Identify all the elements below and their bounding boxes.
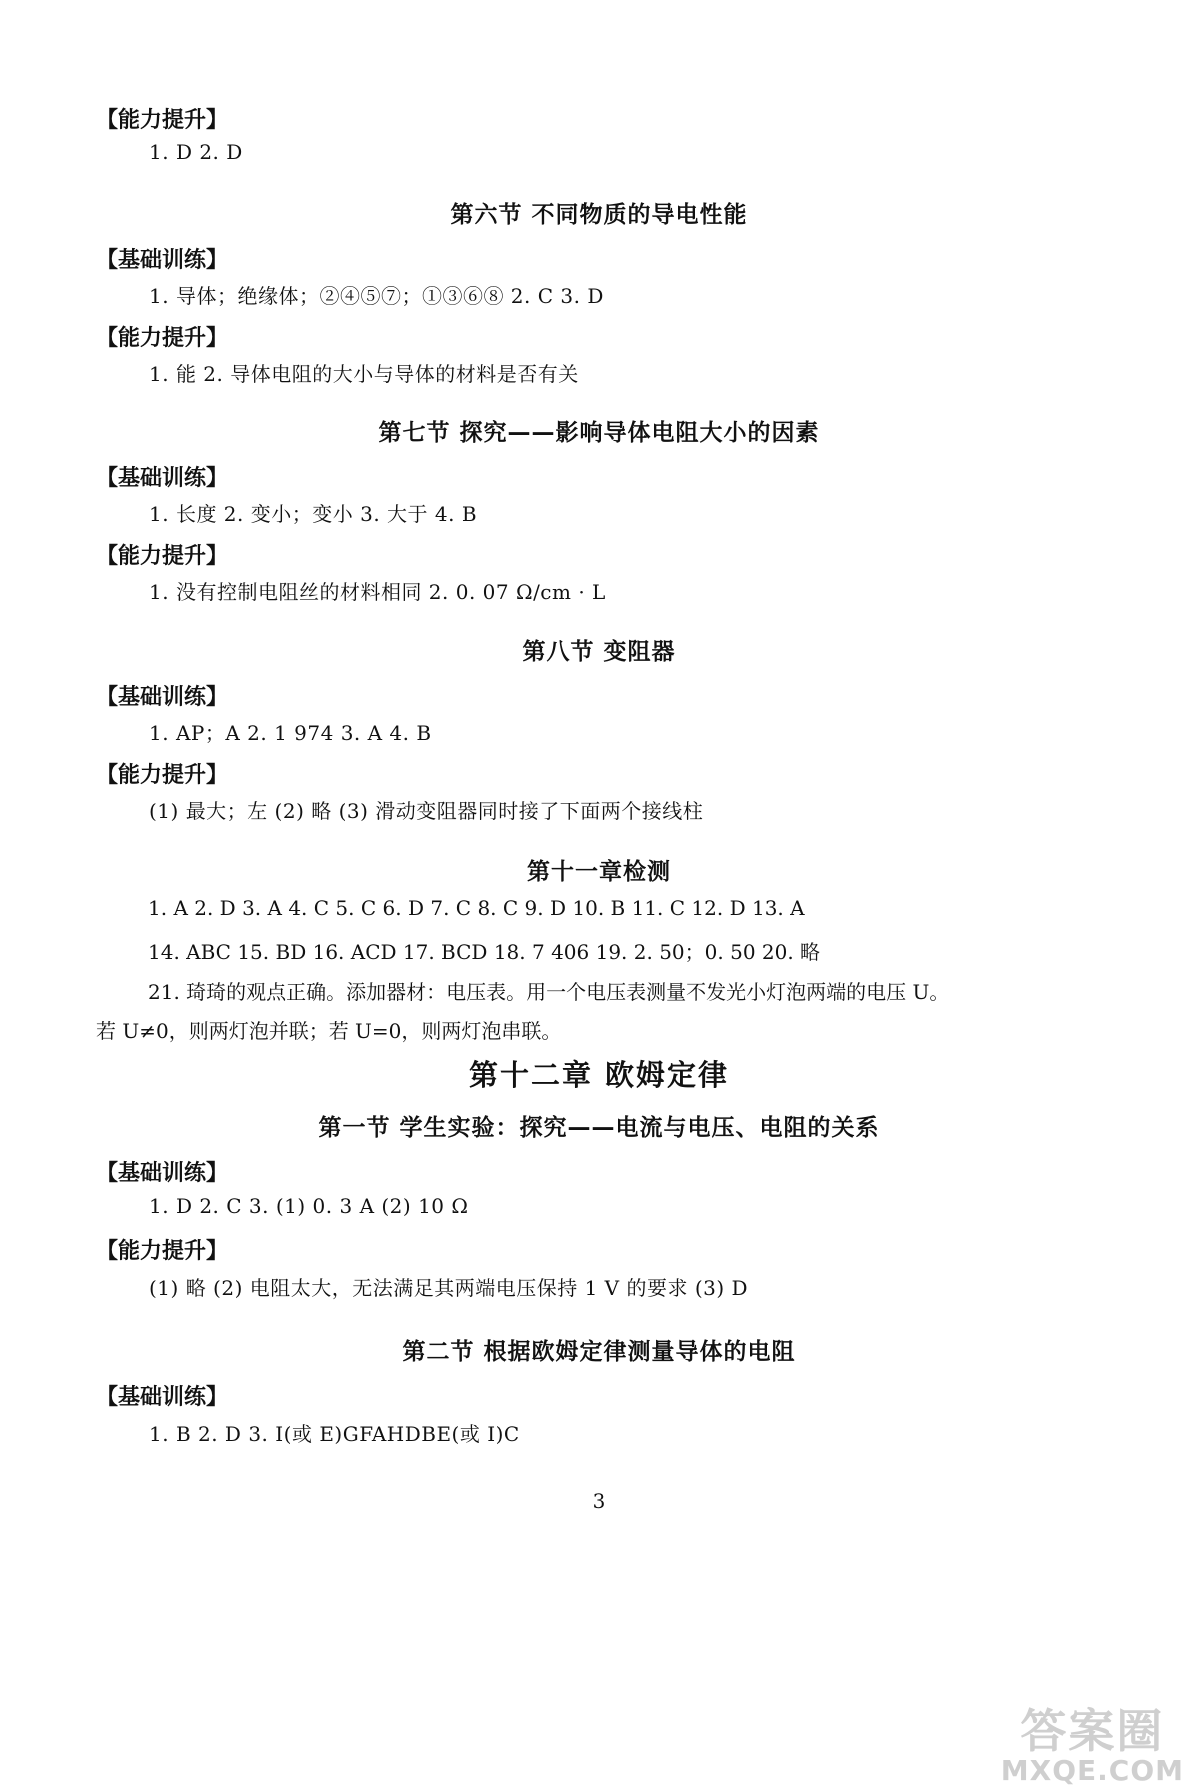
tag-nengli-tisheng: 【能力提升】 xyxy=(96,763,229,788)
tag-nengli-tisheng: 【能力提升】 xyxy=(96,108,229,133)
answer-line: 1. 没有控制电阻丝的材料相同 2. 0. 07 Ω/cm · L xyxy=(149,580,606,604)
chapter-title: 第十二章 欧姆定律 xyxy=(468,1058,730,1092)
answer-line: 1. 导体；绝缘体；②④⑤⑦；①③⑥⑧ 2. C 3. D xyxy=(149,284,604,308)
section-title: 第一节 学生实验：探究——电流与电压、电阻的关系 xyxy=(318,1115,880,1141)
answer-line: 21. 琦琦的观点正确。添加器材：电压表。用一个电压表测量不发光小灯泡两端的电压 U。 xyxy=(148,980,950,1004)
tag-jichu-xunlian: 【基础训练】 xyxy=(96,685,229,710)
answer-line: (1) 最大；左 (2) 略 (3) 滑动变阻器同时接了下面两个接线柱 xyxy=(149,799,704,823)
answer-line: 1. D 2. D xyxy=(149,140,243,164)
section-title: 第六节 不同物质的导电性能 xyxy=(450,202,748,228)
tag-jichu-xunlian: 【基础训练】 xyxy=(96,1385,229,1410)
answer-line: 14. ABC 15. BD 16. ACD 17. BCD 18. 7 406 19. 2. 50；0. 50 20. 略 xyxy=(148,940,821,964)
tag-jichu-xunlian: 【基础训练】 xyxy=(96,1161,229,1186)
watermark-top: 答案圈 xyxy=(1020,1704,1165,1758)
tag-jichu-xunlian: 【基础训练】 xyxy=(96,466,229,491)
answer-line: 若 U≠0，则两灯泡并联；若 U=0，则两灯泡串联。 xyxy=(96,1019,562,1043)
section-title: 第二节 根据欧姆定律测量导体的电阻 xyxy=(402,1339,796,1365)
tag-jichu-xunlian: 【基础训练】 xyxy=(96,248,229,273)
section-title: 第七节 探究——影响导体电阻大小的因素 xyxy=(378,420,820,446)
section-title: 第十一章检测 xyxy=(527,859,671,885)
answer-line: (1) 略 (2) 电阻太大，无法满足其两端电压保持 1 V 的要求 (3) D xyxy=(149,1276,749,1300)
answer-line: 1. 长度 2. 变小；变小 3. 大于 4. B xyxy=(149,502,478,526)
answer-line: 1. D 2. C 3. (1) 0. 3 A (2) 10 Ω xyxy=(149,1194,469,1218)
watermark-logo xyxy=(1001,1706,1184,1786)
tag-nengli-tisheng: 【能力提升】 xyxy=(96,326,229,351)
answer-line: 1. 能 2. 导体电阻的大小与导体的材料是否有关 xyxy=(149,362,579,386)
answer-line: 1. AP；A 2. 1 974 3. A 4. B xyxy=(149,721,432,745)
tag-nengli-tisheng: 【能力提升】 xyxy=(96,544,229,569)
page-number: 3 xyxy=(592,1489,606,1513)
answer-line: 1. B 2. D 3. I(或 E)GFAHDBE(或 I)C xyxy=(149,1422,520,1446)
answer-line: 1. A 2. D 3. A 4. C 5. C 6. D 7. C 8. C 9. D 10. B 11. C 12. D 13. A xyxy=(148,896,805,920)
tag-nengli-tisheng: 【能力提升】 xyxy=(96,1239,229,1264)
section-title: 第八节 变阻器 xyxy=(522,639,676,665)
watermark-bottom: MXQE.COM xyxy=(1000,1754,1184,1787)
